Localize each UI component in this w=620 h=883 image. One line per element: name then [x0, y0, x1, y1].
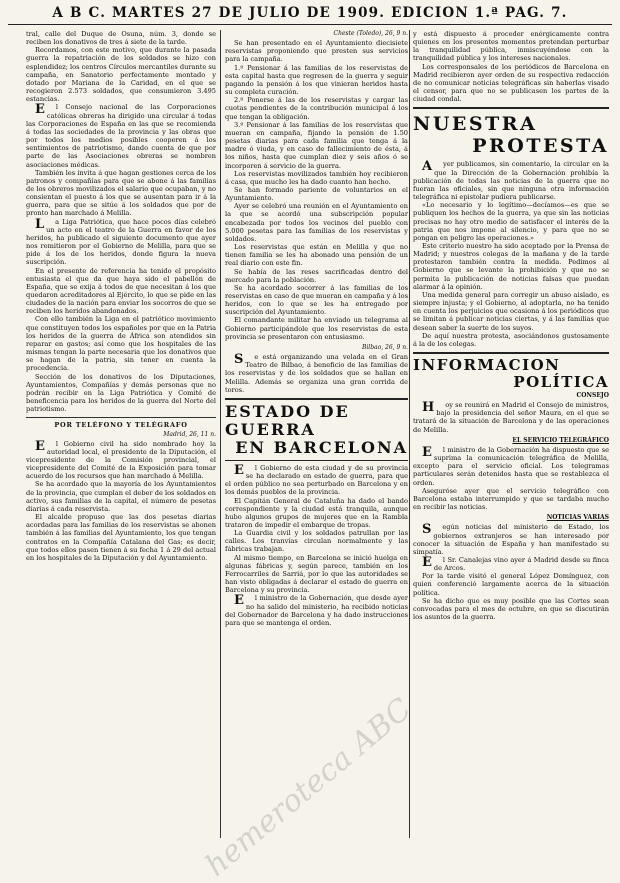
headline-line: INFORMACION	[413, 356, 561, 374]
paragraph: También les invita á que hagan gestiones cerca de los patronos y compañías para que se abone á las familias de los obreros movilizados el salario que ocupaban, y no consientan el puesto á los que se ausentan para ir á la guerra, para que se sitúe á los soldados que por de pronto han marchado á Melilla.	[26, 168, 216, 218]
paragraph: Con ello también la Liga en el patriótico movimiento que constituyen todos los españoles por que en la Patria los heridos de la guerra de África son atendidos sin reparar en gastos; así como que los hospitales de las mismas tengan la parte necesaria que los donativos que se hagan de la patria, sin tener en cuenta la procedencia.	[26, 315, 216, 373]
paragraph: Aseguróse ayer que el servicio telegráfico con Barcelona estaba interrumpido y que se tardaba mucho en recibir las noticias.	[413, 486, 609, 512]
dateline: Bilbao, 26, 9 n.	[361, 343, 408, 351]
watermark: hemeroteca ABC	[198, 691, 419, 883]
headline-line: EN BARCELONA	[235, 437, 408, 457]
column-3	[413, 30, 609, 842]
column-rule-1	[220, 30, 221, 838]
paragraph: Los reservistas que están en Melilla y que no tienen familia se les ha abonado una pensión de un real diario con este fin.	[225, 243, 408, 268]
paragraph: Se han presentado en el Ayuntamiento diecisiete reservistas proponiendo que presten sus servicios para la campaña.	[225, 39, 408, 64]
column-1	[26, 30, 216, 842]
paragraph: 1.º Pensionar á las familias de los reservistas de esta capital hasta que regresen de la guerra y seguir pagando la pensión á los que vinieran heridos hasta su completa curación.	[225, 63, 408, 97]
headline-nuestra: NUESTRA	[413, 107, 609, 135]
paragraph: Se han formado pariente de voluntarios en el Ayuntamiento.	[225, 185, 408, 203]
paragraph: El ministro de la Gobernación ha dispuesto que se suprima la comunicación telegráfica de Melilla, excepto para el servicio oficial. Los telegramas particulares serán detenidos hasta que se restablezca el orden.	[413, 444, 609, 487]
paragraph: Se ha dicho que es muy posible que las Cortes sean convocadas para el mes de octubre, en que se discutirán los asuntos de la guerra.	[413, 596, 609, 622]
subheading-noticias-varias: NOTICIAS VARIAS	[546, 514, 609, 522]
subheading-servicio-telegrafico: EL SERVICIO TELEGRÁFICO	[512, 436, 609, 444]
page-header: A B C. MARTES 27 DE JULIO DE 1909. EDICION 1.ª PAG. 7.	[8, 2, 612, 25]
paragraph: 2.º Ponerse á las de los reservistas y cargar las cuotas pendientes de la contribución municipal á los que tengan la obligación.	[225, 96, 408, 121]
subheading-consejo: CONSEJO	[576, 392, 609, 399]
paragraph: El Consejo nacional de las Corporaciones católicas obreras ha dirigido una circular á todas las Corporaciones de España en las que se recomienda á todas las sociedades de la provincia y las obras que por todos los medios posibles cooperen á los sentimientos de patriotismo, dando cuenta de que por parte de las Asociaciones obreras se nombren asociaciones médicas.	[26, 102, 216, 169]
paragraph: Se está organizando una velada en el Gran Teatro de Bilbao, á beneficio de las familias de los reservistas y de los soldados que se hallan en Melilla. Además se organiza una gran corrida de toros.	[225, 352, 408, 394]
paragraph: Recordamos, con este motivo, que durante la pasada guerra la repatriación de los soldados se hizo con esplendidez; los centros Círculos mercantiles durante su campaña, en Sanatorio perfectamente montado y dotado por Mariana de la Caridad, en el que se recogieron 2.573 soldados, que consumieron 3.495 estancias.	[26, 46, 216, 104]
headline-line: POLÍTICA	[513, 373, 609, 391]
paragraph: Los corresponsales de los periódicos de Barcelona en Madrid recibieron ayer orden de su respectiva redacción de no comunicar noticias telegráficas sin haberlas visado el censor, para que no se publicasen los partes de la ciudad condal.	[413, 62, 609, 104]
paragraph: El ministro de la Gobernación, que desde ayer no ha salido del ministerio, ha recibido noticias del Gobernador de Barcelona y ha dado instrucciones para que se mantenga el orden.	[225, 593, 408, 627]
paragraph: y está dispuesto á proceder enérgicamente contra quienes en los presentes momentos pretendan perturbar la tranquilidad pública, inmiscuyéndose con la tranquilidad pública y los intereses nacionales.	[413, 30, 609, 63]
paragraph: El Gobierno de esta ciudad y de su provincia se ha declarado en estado de guerra, para que el orden público no sea perturbado en Barcelona y en los demás pueblos de la provincia.	[225, 462, 408, 497]
paragraph: Se ha acordado que la mayoría de los Ayuntamientos de la provincia, que cumplan el deber de los soldados en activo, sus familias de la capital, el número de pesetas diarias á cada reservista.	[26, 480, 216, 513]
paragraph: Al mismo tiempo, en Barcelona se inició huelga en algunas fábricas y, según parece, también en los Ferrocarriles de Sarriá, por lo que las autoridades se han visto obligadas á declarar el estado de guerra en Barcelona y su provincia.	[225, 553, 408, 595]
paragraph: Según noticias del ministerio de Estado, los gobiernos extranjeros se han interesado por conocer la situación de España y han manifestado su simpatía.	[413, 522, 609, 556]
paragraph: De aquí nuestra protesta, asociándonos gustosamente á la de los colegas.	[413, 331, 609, 348]
headline-line: ESTADO DE GUERRA	[225, 401, 350, 439]
paragraph: Por la tarde visitó el general López Domínguez, con quien conferenció largamente acerca de la situación política.	[413, 572, 609, 597]
paragraph: «Lo necesario y lo legítimo—decíamos—es que se publiquen los hechos de la guerra, ya que sin las noticias precisas no hay otro medio de satisfacer el interés de la patria que nos impone al silencio, y para que no se pongan en peligro las operaciones.»	[413, 201, 609, 242]
paragraph: Se había de las reses sacrificadas dentro del mercado para la población.	[225, 267, 408, 284]
paragraph: El Sr. Canalejas vino ayer á Madrid desde su finca de Arcos.	[422, 554, 609, 573]
paragraph: Una medida general para corregir un abuso aislado, es siempre injusta; y el Gobierno, al adoptarla, no ha tenido en cuenta los perjuicios que ocasiona á los periódicos que se limitan á publicar noticias ciertas, y á las familias que desean saber la suerte de los suyos.	[413, 290, 609, 332]
paragraph: En el presente de referencia ha tenido el propósito entusiasta el que da que haya sido el pabellón de España, que se exija á todos de que necesitan á los que quedaron acreditadores al Ejército, lo que se pide en las ciudades de la nación para enviar los socorros de que se reciben los heridos abandonados.	[26, 266, 216, 316]
paragraph: El comandante militar ha enviado un telegrama al Gobierno participándole que los reservistas de esta provincia se presentaron con entusiasmo.	[225, 316, 408, 341]
headline-informacion-politica	[413, 352, 609, 391]
paragraph: Ayer publicamos, sin comentario, la circular en la que la Dirección de la Gobernación prohibía la publicación de todas las noticias de la guerra que no fueran las oficiales, sin que ninguna otra información telegráfica ni epistolar pudiera publicarse.	[413, 159, 609, 202]
paragraph: La Liga Patriótica, que hace pocos días celebró un acto en el teatro de la Guerra en favor de los heridos, ha publicado el siguiente documento que ayer nos remitieron por el Gobierno de Melilla, para que se pide á los de los heridos, donde figura la nueva suscripción.	[26, 216, 216, 267]
paragraph: El alcalde propuso que las dos pesetas diarias acordadas para las familias de los reservistas se abonen también á las familias del Ayuntamiento, los que tengan contratos en la Compañía Catalana del Gas; es decir, que todos ellos pasen tienen á su fecha 1 á 29 del actual en los hospitales de la Diputación y del Ayuntamiento.	[26, 513, 216, 562]
headline-estado-de-guerra	[225, 398, 408, 461]
paragraph: El Gobierno civil ha sido nombrado hoy la autoridad local, el presidente de la Diputación, el vicepresidente de la Comisión provincial, el vicepresidente del Comité de la Exposición para tomar acuerdo de los recursos que han marchado á Melilla.	[26, 438, 216, 481]
dateline: Madrid, 26, 11 n.	[163, 430, 216, 438]
paragraph: Sección de los donativos de los Diputaciones, Ayuntamientos, Compañías y demás personas que no podrán recibir en la Liga Patriótica y Comité de beneficencia para los heridos de la guerra del Norte del patriotismo.	[26, 372, 216, 414]
headline-protesta: PROTESTA	[472, 135, 609, 158]
paragraph: Este criterio nuestro ha sido aceptado por la Prensa de Madrid; y nuestros colegas de la mañana y de la tarde protestaron también contra la medida. Pedimos al Gobierno que se levante la prohibición y que no se permita la publicación de noticias falsas que puedan alarmar á la opinión.	[413, 241, 609, 291]
paragraph: Se ha acordado socorrer á las familias de los reservistas en caso de que mueran en campaña y á los heridos, con lo que se les ha entregado por suscripción del Ayuntamiento.	[225, 283, 408, 317]
paragraph: La Guardia civil y los soldados patrullan por las calles. Los tranvías circulan normalmente y las fábricas trabajan.	[225, 529, 408, 554]
paragraph: 3.º Pensionar á las familias de los reservistas que mueran en campaña, fijando la pensión de 1.50 pesetas diarias para cada familia que tenga á la madre ó viuda, y en caso de fallecimiento de ésta, á los niños, hasta que cumplan diez y seis años ó se incorporen á servicio de la guerra.	[225, 120, 408, 170]
dateline: Cheste (Toledo), 26, 9 n.	[333, 30, 408, 37]
paragraph: Ayer se celebró una reunión en el Ayuntamiento en la que se acordó una subscripción popular encabezada por todos los vecinos del pueblo con 5.000 pesetas para las familias de los reservistas y soldados.	[225, 202, 408, 243]
paragraph: tral, calle del Duque de Osuna, núm. 3, donde se reciben los donativos de tres á siete de la tarde.	[26, 30, 216, 47]
paragraph: El Capitán General de Cataluña ha dado el bando correspondiente y la ciudad está tranquila, aunque hubo algunos grupos de mujeres que en la Rambla trataron de impedir el embarque de tropas.	[225, 496, 408, 529]
paragraph: Hoy se reunirá en Madrid el Consejo de ministros, bajo la presidencia del señor Maura, en el que se tratará de la situación de Barcelona y de las operaciones de Melilla.	[413, 400, 609, 434]
paragraph: Los reservistas movilizados también hoy recibieron á casa, que mucho les ha dado cuanto han hecho.	[225, 169, 408, 186]
section-heading-telefono: POR TELÉFONO Y TELÉGRAFO	[26, 417, 216, 429]
